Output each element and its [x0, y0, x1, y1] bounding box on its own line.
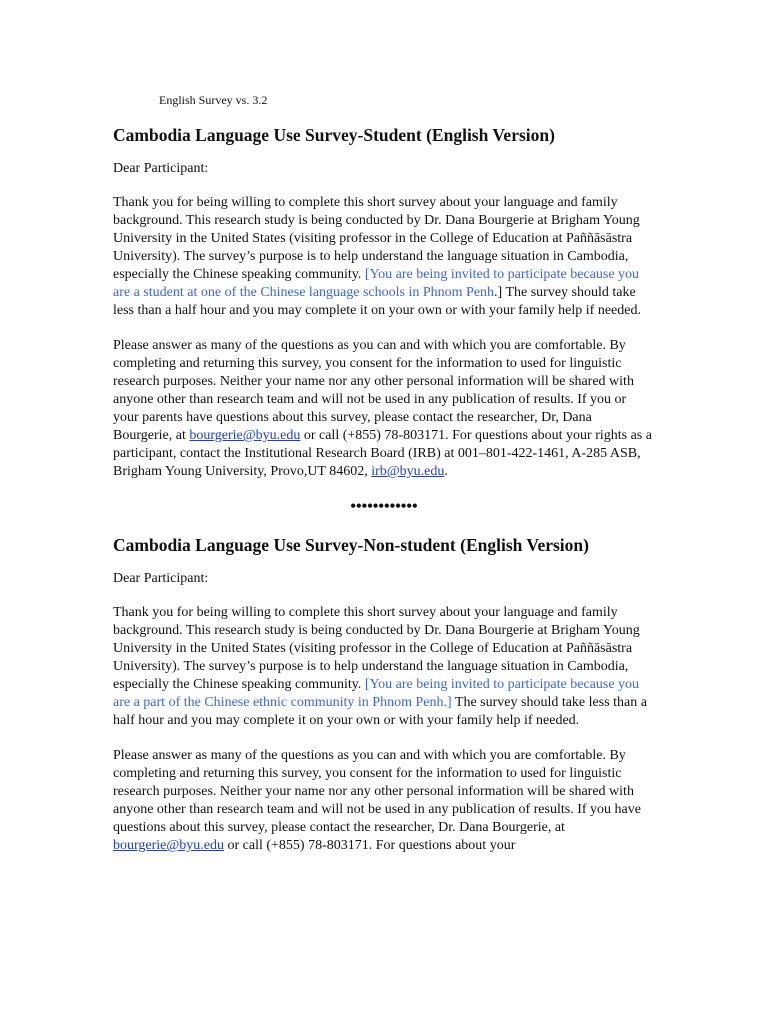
- survey-version-label: English Survey vs. 3.2: [159, 93, 268, 107]
- student-consent-text-end: .: [444, 464, 448, 479]
- irb-email-link[interactable]: irb@byu.edu: [371, 464, 445, 479]
- document-body: [113, 124, 653, 872]
- student-salutation: Dear Participant:: [113, 161, 209, 176]
- student-consent-text: Please answer as many of the questions as you can and with which you are comfortable. By completing and returning this survey, you consent for the information to used for linguistic research purposes. Neither your name nor any other personal information will be shared with anyone other than research team and will not be used in any publication of results. If you or your parents have questions about this survey, please contact the researcher, Dr, Dana Bourgerie, at: [113, 338, 634, 443]
- student-intro-paragraph: [113, 194, 653, 320]
- nonstudent-invitation-highlight: [You are being invited to participate because you are a part of the Chinese ethnic community in Phnom Penh.]: [113, 677, 640, 710]
- student-intro-text-end: .] The survey should take less than a half hour and you may complete it on your own or with your family help if needed.: [113, 285, 641, 318]
- student-consent-text-middle: or call (+855) 78-803171. For questions about your rights as a participant, contact the Institutional Research Board (IRB) at 001–801-422-1461, A-285 ASB, Brigham Young University, Provo,UT 84602,: [113, 428, 652, 479]
- researcher-email-link[interactable]: bourgerie@byu.edu: [189, 428, 301, 443]
- nonstudent-salutation: Dear Participant:: [113, 571, 209, 586]
- student-consent-paragraph: [113, 337, 653, 481]
- nonstudent-intro-paragraph: [113, 604, 653, 730]
- nonstudent-consent-paragraph: [113, 747, 653, 855]
- nonstudent-intro-text-end: The survey should take less than a half hour and you may complete it on your own or with your family help if needed.: [113, 695, 647, 728]
- nonstudent-section: [113, 534, 653, 855]
- nonstudent-researcher-email-link[interactable]: bourgerie@byu.edu: [113, 838, 224, 853]
- student-intro-text: Thank you for being willing to complete this short survey about your language and family background. This research study is being conducted by Dr. Dana Bourgerie at Brigham Young University in the United States (visiting professor in the College of Education at Paññāsāstra University). The survey’s purpose is to help understand the language situation in Cambodia, especially the Chinese speaking community.: [113, 195, 640, 282]
- section-separator: ••••••••••••: [350, 498, 418, 515]
- nonstudent-consent-text-end: or call (+855) 78-803171. For questions about your: [224, 838, 516, 853]
- nonstudent-intro-text: Thank you for being willing to complete this short survey about your language and family background. This research study is being conducted by Dr. Dana Bourgerie at Brigham Young University in the United States (visiting professor in the College of Education at Paññāsāstra University). The survey’s purpose is to help understand the language situation in Cambodia, especially the Chinese speaking community.: [113, 605, 640, 692]
- student-section: [113, 124, 653, 481]
- student-survey-title: Cambodia Language Use Survey-Student (English Version): [113, 125, 555, 145]
- nonstudent-consent-text: Please answer as many of the questions as you can and with which you are comfortable. By completing and returning this survey, you consent for the information to used for linguistic research purposes. Neither your name nor any other personal information will be shared with anyone other than research team and will not be used in any publication of results. If you have questions about this survey, please contact the researcher, Dr. Dana Bourgerie, at: [113, 748, 641, 835]
- student-invitation-highlight: [You are being invited to participate because you are a student at one of the Chinese language schools in Phnom Penh: [113, 267, 640, 300]
- nonstudent-survey-title: Cambodia Language Use Survey-Non-student (English Version): [113, 535, 589, 555]
